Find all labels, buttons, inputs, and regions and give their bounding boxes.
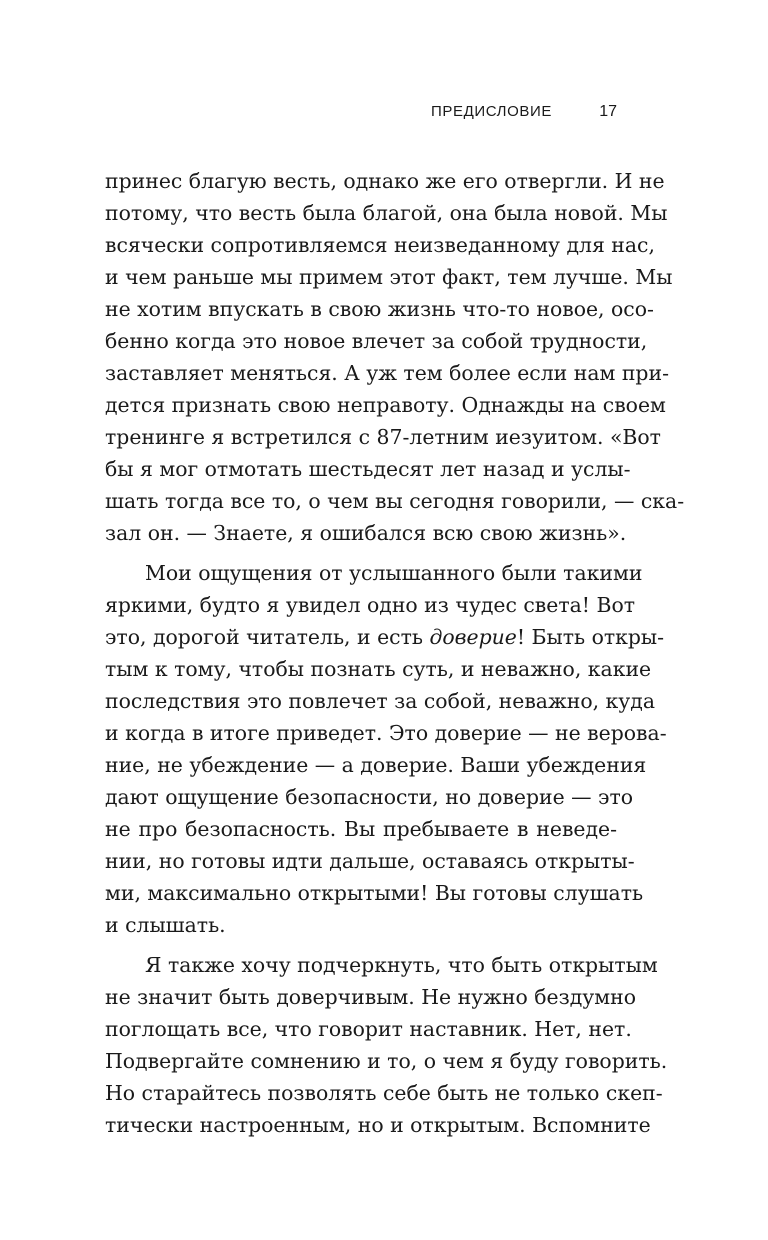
text-line: тренинге я встретился с 87-летним иезуитом. «Вот xyxy=(105,425,661,449)
text-line: шать тогда все то, о чем вы сегодня говорили, — ска- xyxy=(105,489,685,513)
text-line: ми, максимально открытыми! Вы готовы слушать xyxy=(105,881,644,905)
body-text xyxy=(105,165,685,1141)
text-line: последствия это повлечет за собой, неважно, куда xyxy=(105,689,656,713)
text-line: поглощать все, что говорит наставник. Нет, нет. xyxy=(105,1017,632,1041)
text-line: не значит быть доверчивым. Не нужно бездумно xyxy=(105,985,637,1009)
text-line: Подвергайте сомнению и то, о чем я буду говорить. xyxy=(105,1049,668,1073)
text-line: дают ощущение безопасности, но доверие — это xyxy=(105,785,634,809)
page-number: 17 xyxy=(599,103,617,120)
text-line: и слышать. xyxy=(105,913,226,937)
text-run: это, дорогой читатель, и есть xyxy=(105,625,430,649)
text-line: и когда в итоге приведет. Это доверие — не верова- xyxy=(105,721,667,745)
text-line: бы я мог отмотать шестьдесят лет назад и услы- xyxy=(105,457,631,481)
text-line: дется признать свою неправоту. Однажды на своем xyxy=(105,393,666,417)
text-line: потому, что весть была благой, она была новой. Мы xyxy=(105,201,668,225)
emphasis-word: доверие xyxy=(429,625,517,649)
text-line: тически настроенным, но и открытым. Вспомните xyxy=(105,1113,651,1137)
text-line: всячески сопротивляемся неизведанному для нас, xyxy=(105,233,655,257)
running-head xyxy=(431,101,617,125)
paragraph-1 xyxy=(105,165,685,549)
text-line: принес благую весть, однако же его отвергли. И не xyxy=(105,169,665,193)
text-line: не про безопасность. Вы пребываете в неведе- xyxy=(105,817,617,841)
text-run: ! Быть откры- xyxy=(516,625,665,649)
text-line: не хотим впускать в свою жизнь что-то новое, осо- xyxy=(105,297,654,321)
text-line: заставляет меняться. А уж тем более если нам при- xyxy=(105,361,669,385)
section-title: ПРЕДИСЛОВИЕ xyxy=(431,103,552,120)
text-line: Мои ощущения от услышанного были такими xyxy=(145,561,643,585)
text-line: Я также хочу подчеркнуть, что быть открытым xyxy=(145,953,658,977)
paragraph-3 xyxy=(105,949,668,1141)
text-line: бенно когда это новое влечет за собой трудности, xyxy=(105,329,648,353)
text-line: яркими, будто я увидел одно из чудес света! Вот xyxy=(105,593,635,617)
text-line: ние, не убеждение — а доверие. Ваши убеждения xyxy=(105,753,647,777)
text-line: тым к тому, чтобы познать суть, и неважно, какие xyxy=(105,657,652,681)
text-line: Но старайтесь позволять себе быть не только скеп- xyxy=(105,1081,663,1105)
text-line: и чем раньше мы примем этот факт, тем лучше. Мы xyxy=(105,265,673,289)
text-line: зал он. — Знаете, я ошибался всю свою жизнь». xyxy=(105,521,627,545)
text-line: нии, но готовы идти дальше, оставаясь открыты- xyxy=(105,849,635,873)
paragraph-2 xyxy=(105,557,667,941)
text-line xyxy=(105,621,665,653)
